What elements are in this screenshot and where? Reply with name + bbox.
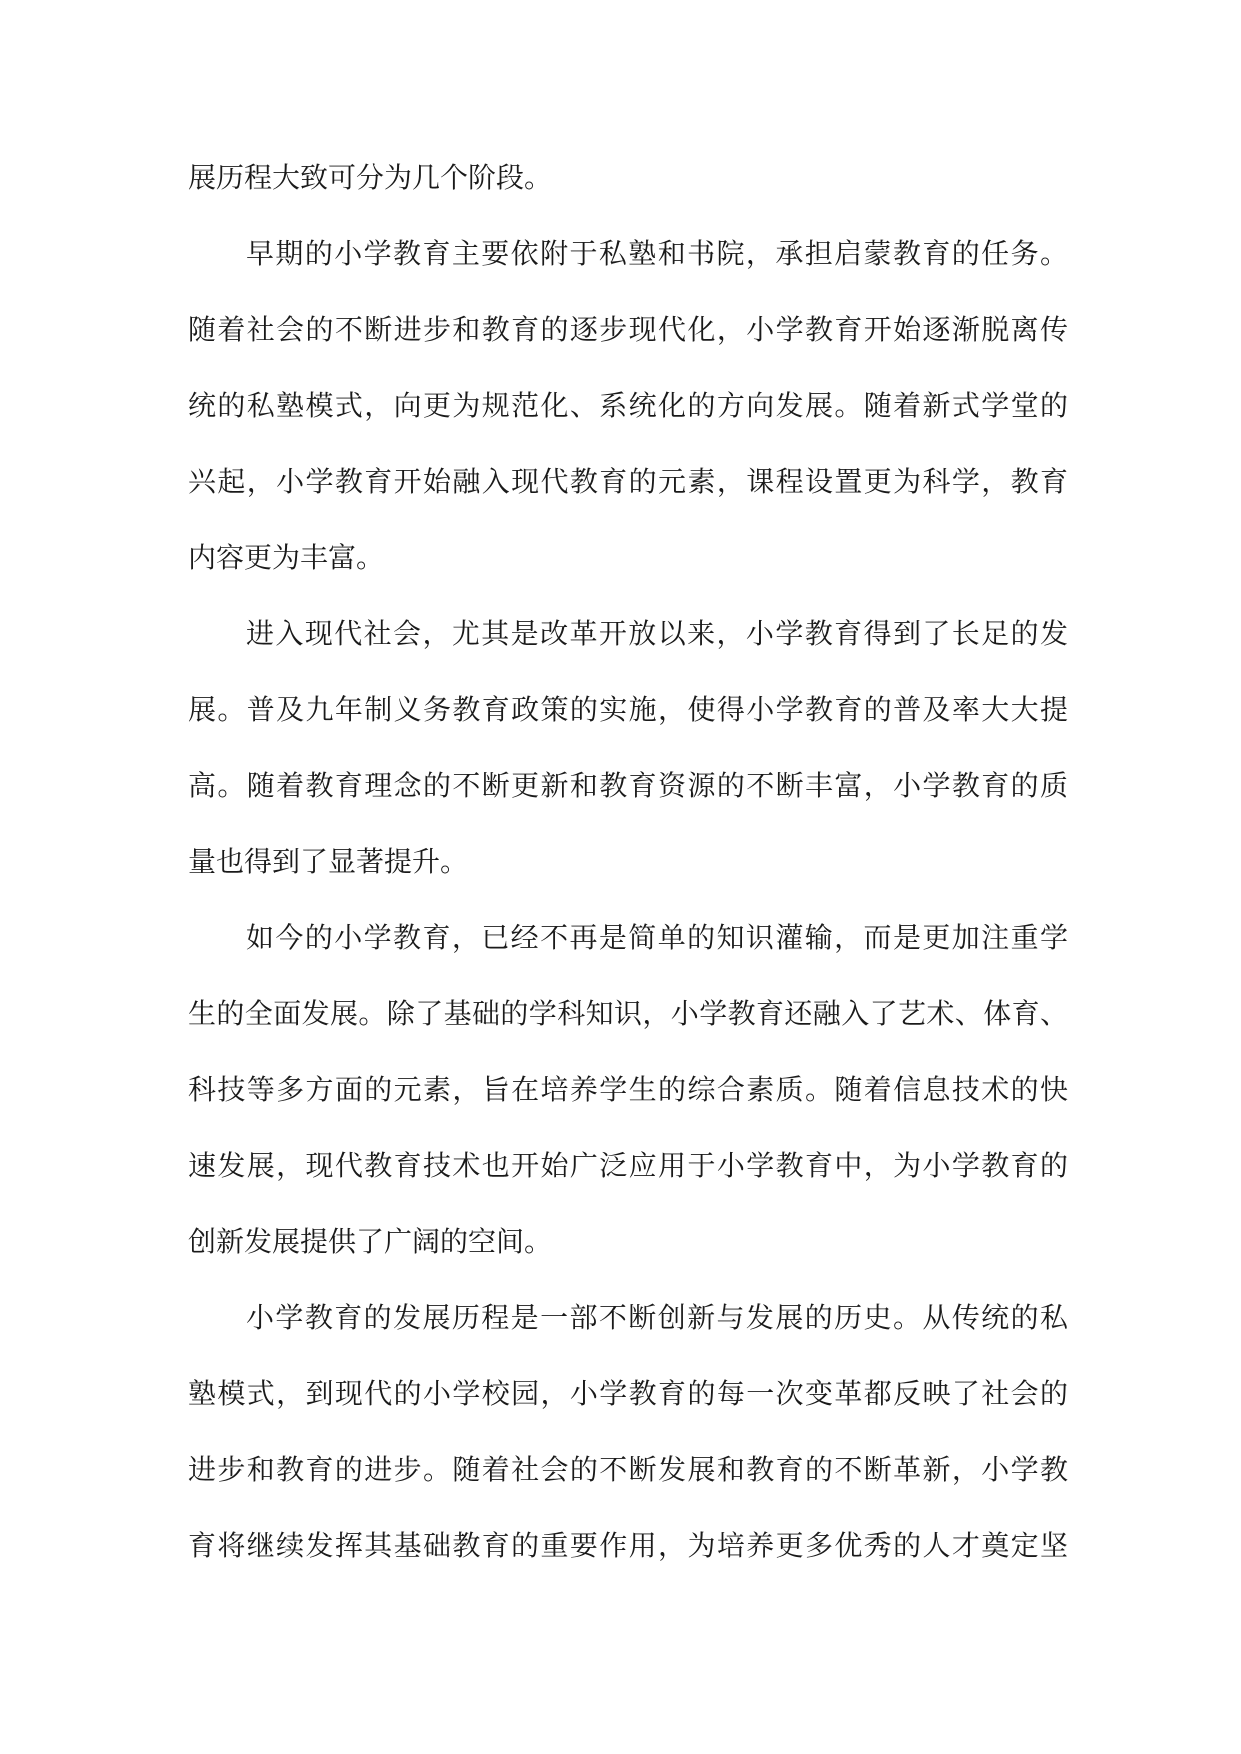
text-line: 量也得到了显著提升。 <box>188 845 469 878</box>
text-line: 生的全面发展。除了基础的学科知识，小学教育还融入了艺术、体育、 <box>188 997 1068 1030</box>
text-line: 育将继续发挥其基础教育的重要作用，为培养更多优秀的人才奠定坚 <box>188 1529 1068 1562</box>
document-page <box>188 140 1068 1584</box>
text-line: 早期的小学教育主要依附于私塾和书院，承担启蒙教育的任务。 <box>246 237 1068 270</box>
text-line: 展历程大致可分为几个阶段。 <box>188 161 553 194</box>
text-line: 高。随着教育理念的不断更新和教育资源的不断丰富，小学教育的质 <box>188 769 1068 802</box>
text-line: 小学教育的发展历程是一部不断创新与发展的历史。从传统的私 <box>246 1301 1068 1334</box>
text-line: 塾模式，到现代的小学校园，小学教育的每一次变革都反映了社会的 <box>188 1377 1068 1410</box>
text-line: 科技等多方面的元素，旨在培养学生的综合素质。随着信息技术的快 <box>188 1073 1068 1106</box>
text-line: 如今的小学教育，已经不再是简单的知识灌输，而是更加注重学 <box>246 921 1068 954</box>
text-line: 进入现代社会，尤其是改革开放以来，小学教育得到了长足的发 <box>246 617 1068 650</box>
text-line: 创新发展提供了广阔的空间。 <box>188 1225 553 1258</box>
text-line: 内容更为丰富。 <box>188 541 385 574</box>
text-line: 随着社会的不断进步和教育的逐步现代化，小学教育开始逐渐脱离传 <box>188 313 1068 346</box>
text-line: 进步和教育的进步。随着社会的不断发展和教育的不断革新，小学教 <box>188 1453 1068 1486</box>
text-line: 展。普及九年制义务教育政策的实施，使得小学教育的普及率大大提 <box>188 693 1068 726</box>
text-line: 速发展，现代教育技术也开始广泛应用于小学教育中，为小学教育的 <box>188 1149 1068 1182</box>
text-line: 兴起，小学教育开始融入现代教育的元素，课程设置更为科学，教育 <box>188 465 1068 498</box>
text-line: 统的私塾模式，向更为规范化、系统化的方向发展。随着新式学堂的 <box>188 389 1068 422</box>
